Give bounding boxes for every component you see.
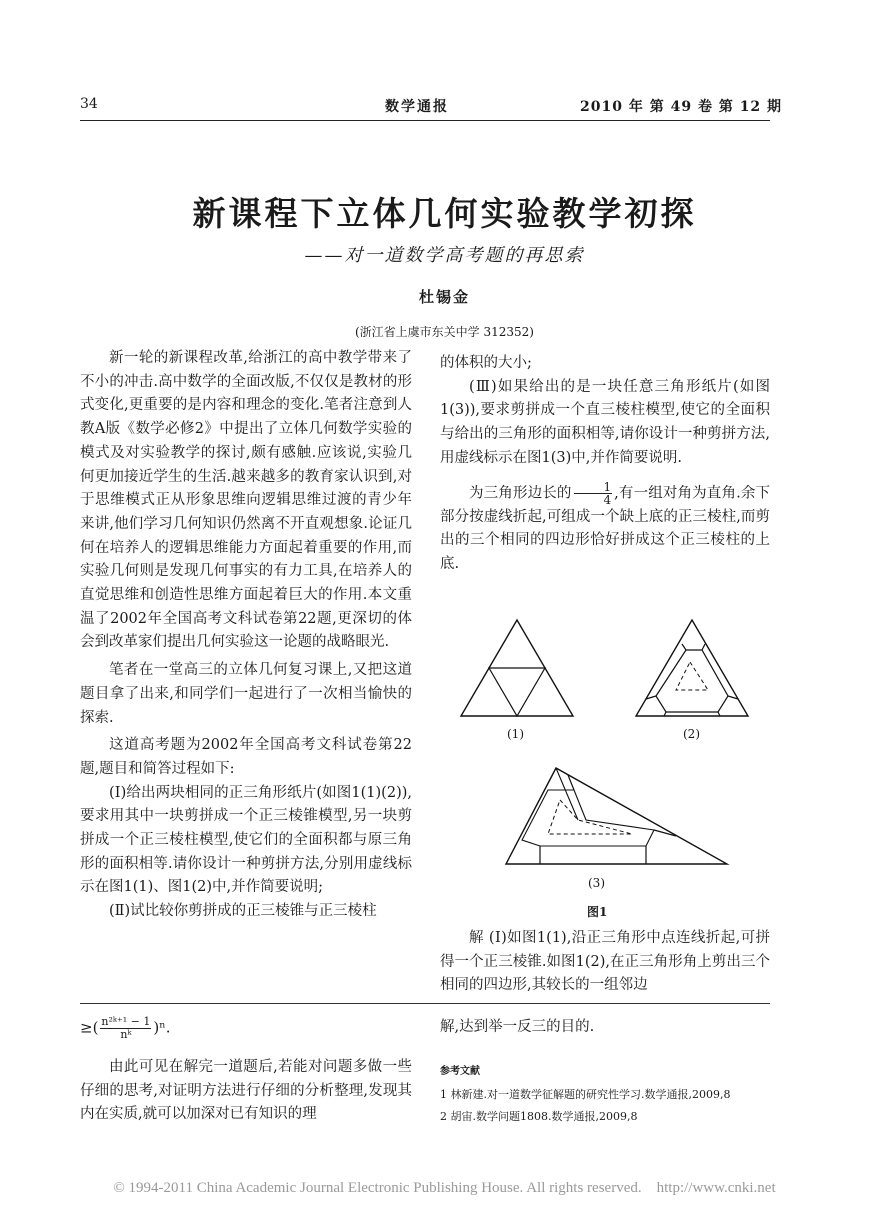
article-subtitle: ——对一道数学高考题的再思索 <box>304 245 585 266</box>
paragraph-intro: 新一轮的新课程改革,给浙江的高中教学带来了不小的冲击.高中数学的全面改版,不仅仅是教材的形式变化,更重要的是内容和理念的变化.笔者注意到人教A版《数学必修2》中提出了立体几何数学实验的模式及对实验教学的探讨,颇有感触.应该说,实验几何更加接近学生的生活.越来越多的教育家认识到,对于思维模式正从形象思维向逻辑思维过渡的青少年来讲,他们学习几何知识仍然离不开直观想象.论证几何在培养人的逻辑思维能力方面起着重要的作用,而实验几何则是发现几何事实的有力工具,在培养人的直觉思维和创造性思维方面起着巨大的作用.本文重温了2002年全国高考文科试卷第22题,更深切的体会到改革家们提出几何实验这一论题的战略眼光. <box>80 350 412 651</box>
fig1-1-midpoint-triangle <box>489 668 545 716</box>
formula-denominator: nᵏ <box>120 1028 132 1041</box>
article-author: 杜锡金 <box>418 288 470 306</box>
reference-1: 1 林新建.对一道数学征解题的研究性学习.数学通报,2009,8 <box>440 1088 731 1101</box>
formula-fraction <box>100 1016 151 1041</box>
fraction-denominator: 4 <box>603 492 612 507</box>
figure-label-3: (3) <box>588 876 605 890</box>
solution-text: 解 (Ⅰ)如图1(1),沿正三角形中点连线折起,可拼得一个正三棱锥.如图1(2),在正三角形角上剪出三个相同的四边形,其较长的一组邻边 <box>440 930 770 994</box>
fig1-1-outer-triangle <box>461 620 573 716</box>
fraction-one-quarter <box>574 481 613 506</box>
section-separator <box>80 1003 770 1004</box>
copyright-footer: © 1994-2011 China Academic Journal Electronic Publishing House. All rights reserved. http://www.cnki.net <box>113 1180 776 1196</box>
paragraph-part-three: (Ⅲ)如果给出的是一块任意三角形纸片(如图1(3)),要求剪拼成一个直三棱柱模型,使它的全面积与给出的三角形的面积相等,请你设计一种剪拼方法,用虚线标示在图1(3)中,并作简要说明. <box>440 378 770 466</box>
figure-label-2: (2) <box>683 727 700 741</box>
paragraph-volume: 的体积的大小; <box>440 355 532 371</box>
header-rule <box>80 120 770 121</box>
paragraph-classroom: 笔者在一堂高三的立体几何复习课上,又把这道题目拿了出来,和同学们一起进行了一次相当愉快的探索. <box>80 662 412 726</box>
left-column <box>80 347 412 924</box>
figure-label-1: (1) <box>507 727 524 741</box>
fraction-numerator: 1 <box>574 481 613 494</box>
page-number: 34 <box>80 96 98 112</box>
fig1-2-drawing <box>636 620 748 716</box>
paragraph-conclusion-end <box>440 1016 770 1040</box>
fig1-3-drawing <box>506 768 727 864</box>
conclusion-end-text: 解,达到举一反三的目的. <box>440 1019 595 1035</box>
right-column <box>440 352 770 577</box>
formula-inequality <box>80 1016 170 1041</box>
paragraph-part-one: (Ⅰ)给出两块相同的正三角形纸片(如图1(1)(2)),要求用其中一块剪拼成一个正三棱锥模型,另一块剪拼成一个正三棱柱模型,使它们的全面积都与原三角形的面积相等.请你设计一种剪拼方法,分别用虚线标示在图1(1)、图1(2)中,并作简要说明; <box>80 784 412 896</box>
paragraph-part-two: (Ⅱ)试比较你剪拼成的正三棱锥与正三棱柱 <box>109 903 377 920</box>
author-affiliation: (浙江省上虞市东关中学 312352) <box>355 325 534 339</box>
formula-lead: ≥( <box>80 1018 99 1037</box>
issue-info: 2010 年 第 49 卷 第 12 期 <box>580 99 783 115</box>
paragraph-conclusion <box>80 1056 412 1127</box>
paragraph-solution <box>440 927 770 998</box>
answer-text-after: ,有一组对角为直角.余下部分按虚线折起,可组成一个缺上底的正三棱柱,而剪出的三个相同的四边形恰好拼成这个正三棱柱的上底. <box>440 485 771 573</box>
answer-text-before: 为三角形边长的 <box>469 485 572 502</box>
paragraph-problem-intro: 这道高考题为2002年全国高考文科试卷第22题,题目和简答过程如下: <box>80 737 412 777</box>
reference-2: 2 胡宙.数学问题1808.数学通报,2009,8 <box>440 1110 638 1123</box>
formula-numerator: n²ᵏ⁺¹ − 1 <box>101 1015 151 1028</box>
references-title: 参考文献 <box>440 1066 480 1077</box>
figure-caption: 图1 <box>587 905 608 919</box>
conclusion-text: 由此可见在解完一道题后,若能对问题多做一些仔细的思考,对证明方法进行仔细的分析整理,发现其内在实质,就可以加深对已有知识的理 <box>80 1059 412 1123</box>
journal-name: 数学通报 <box>385 99 449 115</box>
formula-tail: )ⁿ. <box>153 1018 171 1037</box>
article-title: 新课程下立体几何实验教学初探 <box>192 194 697 233</box>
paragraph-answer-fragment <box>440 481 770 577</box>
